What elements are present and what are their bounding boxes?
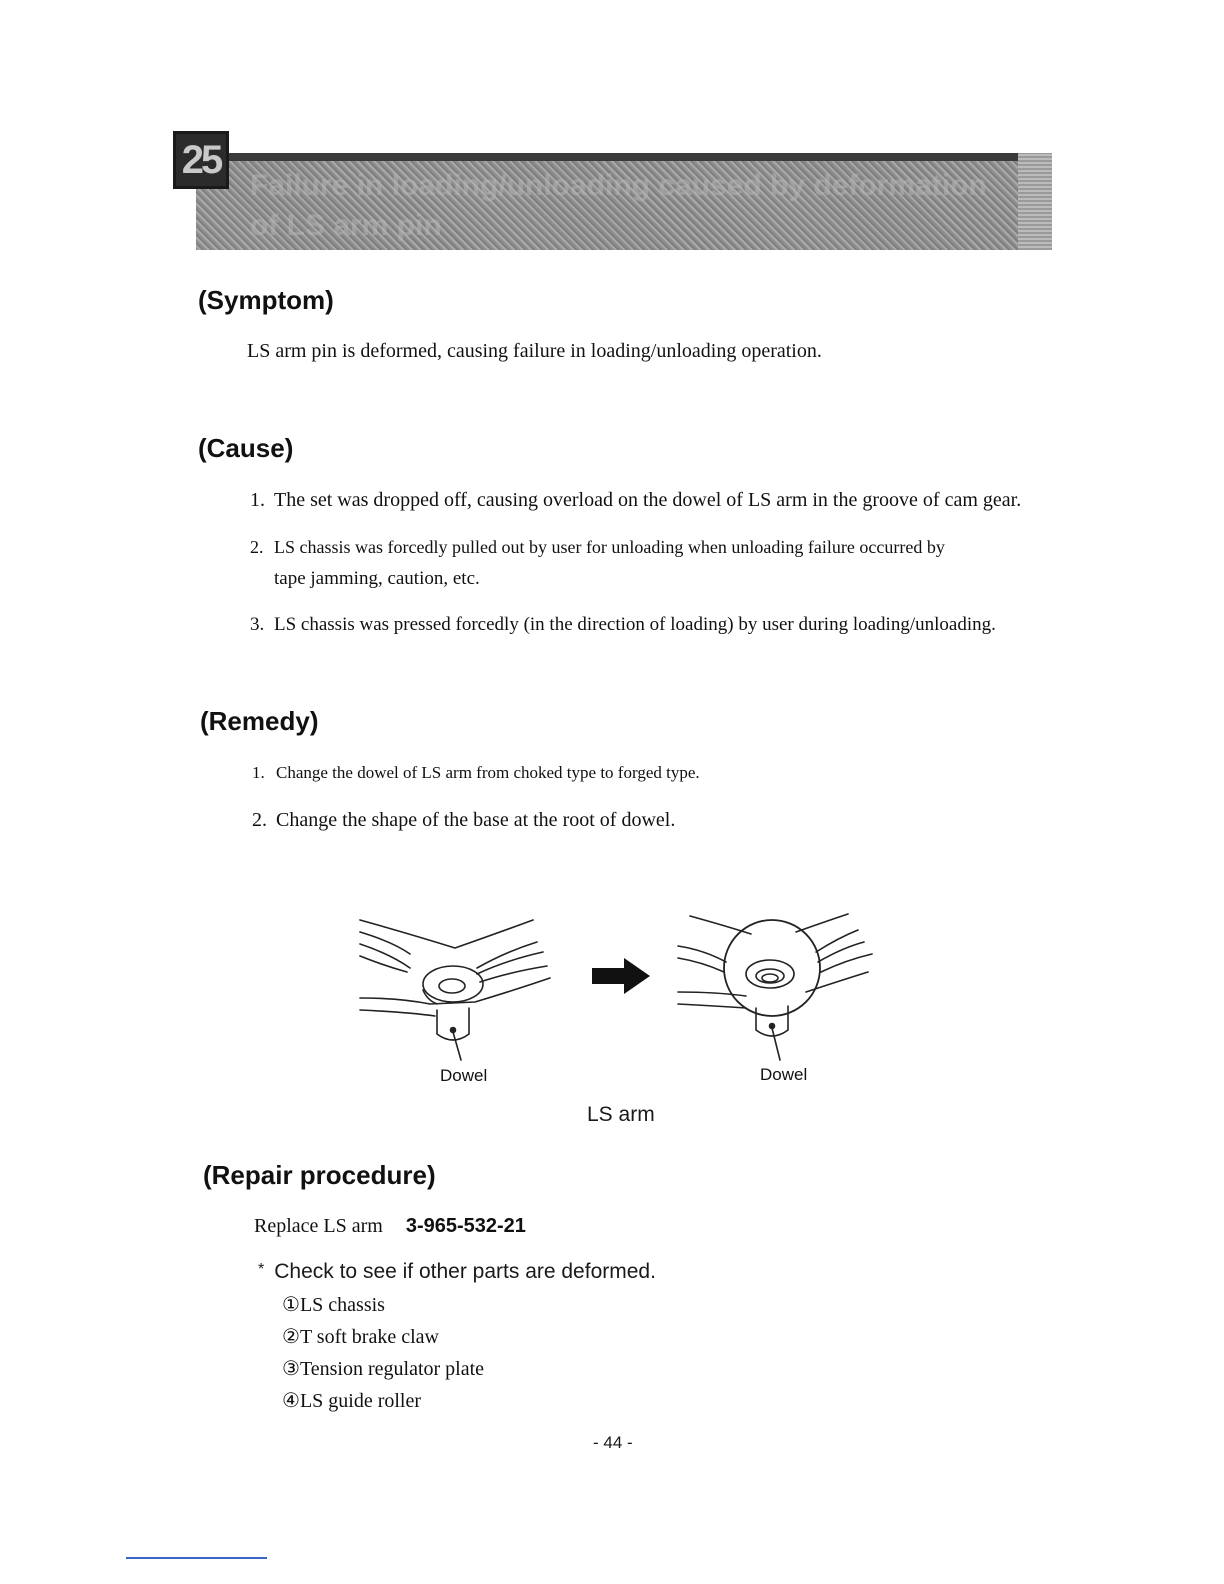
part-item-4 (282, 1389, 421, 1413)
part-item-1-name: LS chassis (299, 1294, 385, 1316)
dowel-pin (437, 1008, 469, 1040)
repair-heading: (Repair procedure) (203, 1160, 436, 1190)
remedy-heading: (Remedy) (200, 706, 319, 736)
banner-top-bar (196, 153, 1052, 161)
footer-line (126, 1557, 267, 1559)
figure-caption: LS arm (587, 1103, 655, 1126)
ls-arm-before-diagram (355, 912, 555, 1062)
cause-item-1-text: The set was dropped off, causing overload on the dowel of LS arm in the groove of cam gear. (274, 489, 1022, 511)
replace-text: Replace LS arm (254, 1215, 383, 1237)
cause-heading: (Cause) (198, 433, 294, 463)
check-marker: * (258, 1261, 265, 1278)
part-number: 3-965-532-21 (405, 1215, 526, 1237)
part-item-3-name: Tension regulator plate (299, 1358, 485, 1380)
cause-item-2-text: LS chassis was forcedly pulled out by user for unloading when unloading failure occurred by (274, 537, 945, 557)
remedy-item-2-text: Change the shape of the base at the root of dowel. (276, 809, 676, 831)
part-item-3 (282, 1357, 484, 1381)
symptom-heading: (Symptom) (198, 285, 334, 315)
part-item-4-mark: ④ (282, 1390, 300, 1412)
replace-row (254, 1214, 526, 1238)
check-row (258, 1260, 656, 1284)
part-item-1-mark: ① (282, 1294, 300, 1316)
dowel-base-outer (423, 966, 483, 1002)
right-dowel-label: Dowel (760, 1065, 808, 1084)
part-item-4-name: LS guide roller (299, 1390, 422, 1412)
check-text: Check to see if other parts are deformed. (274, 1260, 656, 1283)
part-item-2 (282, 1325, 439, 1349)
right-arrow-icon (592, 958, 652, 994)
cause-item-3-text: LS chassis was pressed forcedly (in the direction of loading) by user during loading/unloading. (274, 614, 996, 635)
banner-right-bar (1018, 153, 1052, 250)
detail-circle (724, 920, 820, 1016)
cause-item-2-continued: tape jamming, caution, etc. (274, 568, 480, 589)
cause-item-2-num: 2. (250, 537, 264, 557)
part-item-3-mark: ③ (282, 1358, 300, 1380)
arm-top-edge (360, 920, 533, 948)
cause-item-1 (250, 488, 1021, 512)
ls-arm-after-diagram (676, 912, 876, 1062)
cause-item-2 (250, 535, 945, 559)
part-item-2-mark: ② (282, 1326, 300, 1348)
cause-item-3 (250, 613, 996, 637)
cause-item-1-num: 1. (250, 489, 265, 511)
part-item-2-name: T soft brake claw (299, 1326, 439, 1348)
section-number: 25 (173, 131, 229, 189)
dowel-base-inner (439, 979, 465, 993)
cause-item-3-num: 3. (250, 614, 265, 635)
remedy-item-1-num: 1. (252, 763, 265, 782)
symptom-text: LS arm pin is deformed, causing failure in loading/unloading operation. (247, 340, 822, 362)
page-number: - 44 - (593, 1433, 633, 1452)
banner-title: Failure in loading/unloading caused by deformation of LS arm pin (250, 169, 987, 242)
dowel-pin-forged (756, 1006, 788, 1036)
remedy-item-2-num: 2. (252, 809, 267, 831)
remedy-item-2 (252, 808, 675, 832)
left-dowel-label: Dowel (440, 1066, 488, 1085)
remedy-item-1 (252, 761, 700, 785)
remedy-item-1-text: Change the dowel of LS arm from choked type to forged type. (276, 763, 700, 782)
part-item-1 (282, 1293, 385, 1317)
